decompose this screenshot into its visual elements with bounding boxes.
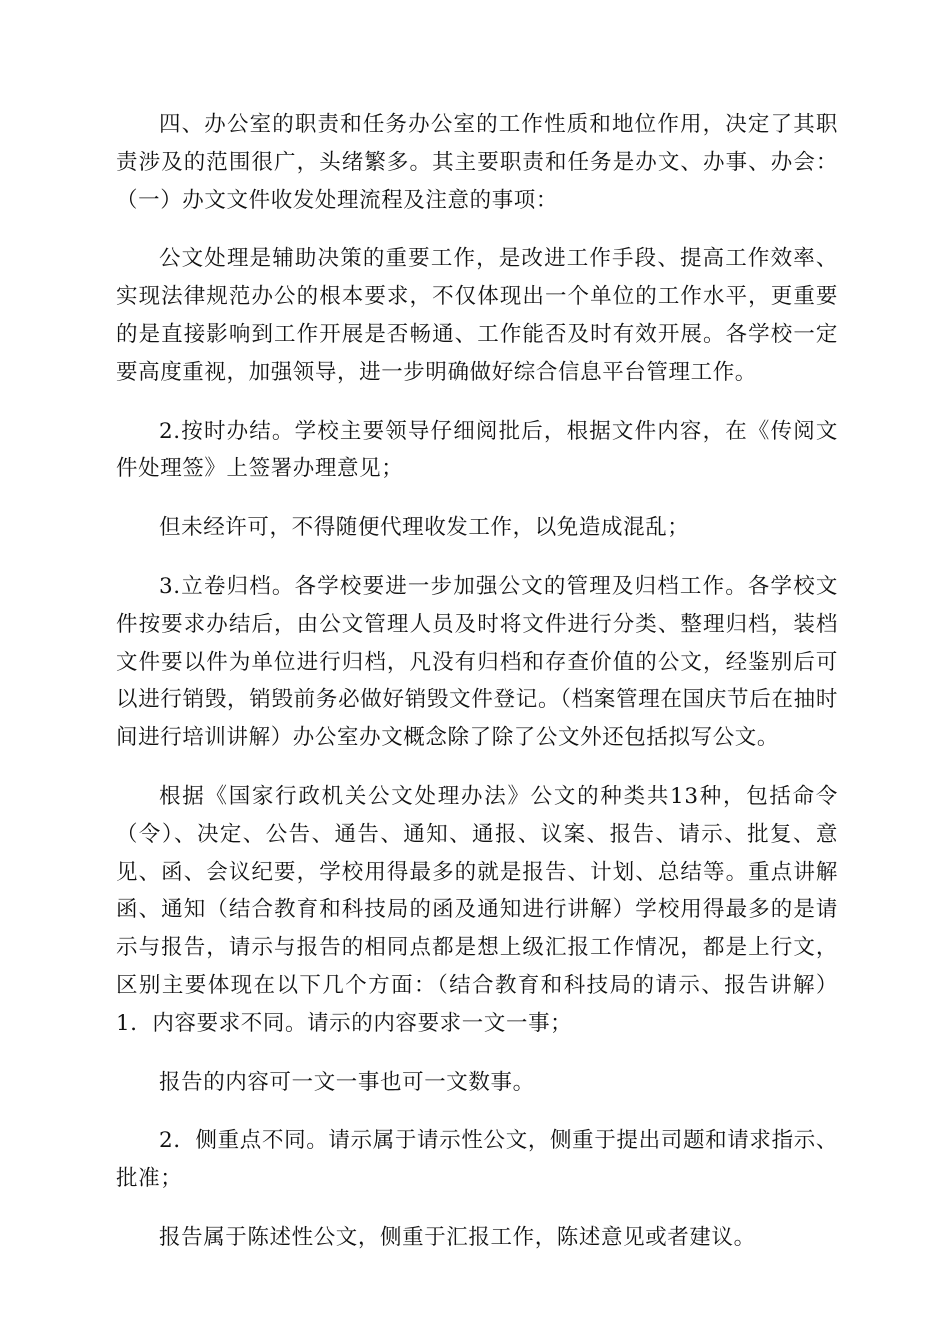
paragraph-no-proxy: 但未经许可，不得随便代理收发工作，以免造成混乱；: [159, 515, 690, 541]
paragraph-report-nature: 报告属于陈述性公文，侧重于汇报工作，陈述意见或者建议。: [159, 1224, 756, 1250]
paragraph-document-processing: 公文处理是辅助决策的重要工作，是改进工作手段、提高工作效率、实现法律规范办公的根本要求，不仅体现出一个单位的工作水平，更重要的是直接影响到工作开展是否畅通、工作能否及时有效开展。各学校一定要高度重视，加强领导，进一步明确做好综合信息平台管理工作。: [116, 246, 838, 385]
paragraph-office-duties: 四、办公室的职责和任务办公室的工作性质和地位作用，决定了其职责涉及的范围很广，头绪繁多。其主要职责和任务是办文、办事、办会：（一）办文文件收发处理流程及注意的事项：: [116, 112, 838, 213]
paragraph-timely-completion: 2.按时办结。学校主要领导仔细阅批后，根据文件内容，在《传阅文件处理签》上签署办理意见；: [116, 418, 838, 482]
paragraph-archiving: 3.立卷归档。各学校要进一步加强公文的管理及归档工作。各学校文件按要求办结后，由公文管理人员及时将文件进行分类、整理归档，装档文件要以件为单位进行归档，凡没有归档和存查价值的公文，经鉴别后可以进行销毁，销毁前务必做好销毁文件登记。（档案管理在国庆节后在抽时间进行培训讲解）办公室办文概念除了除了公文外还包括拟写公文。: [116, 573, 838, 751]
paragraph-document-types: 根据《国家行政机关公文处理办法》公文的种类共13种，包括命令（令）、决定、公告、通告、通知、通报、议案、报告、请示、批复、意见、函、会议纪要，学校用得最多的就是报告、计划、总结等。重点讲解函、通知（结合教育和科技局的函及通知进行讲解）学校用得最多的是请示与报告，请示与报告的相同点都是想上级汇报工作情况，都是上行文，区别主要体现在以下几个方面：（结合教育和科技局的请示、报告讲解）1．内容要求不同。请示的内容要求一文一事；: [116, 783, 838, 1036]
paragraph-report-content: 报告的内容可一文一事也可一文数事。: [159, 1069, 535, 1095]
paragraph-emphasis-difference: 2．侧重点不同。请示属于请示性公文，侧重于提出司题和请求指示、批准；: [116, 1128, 838, 1192]
document-body: [116, 106, 838, 1278]
